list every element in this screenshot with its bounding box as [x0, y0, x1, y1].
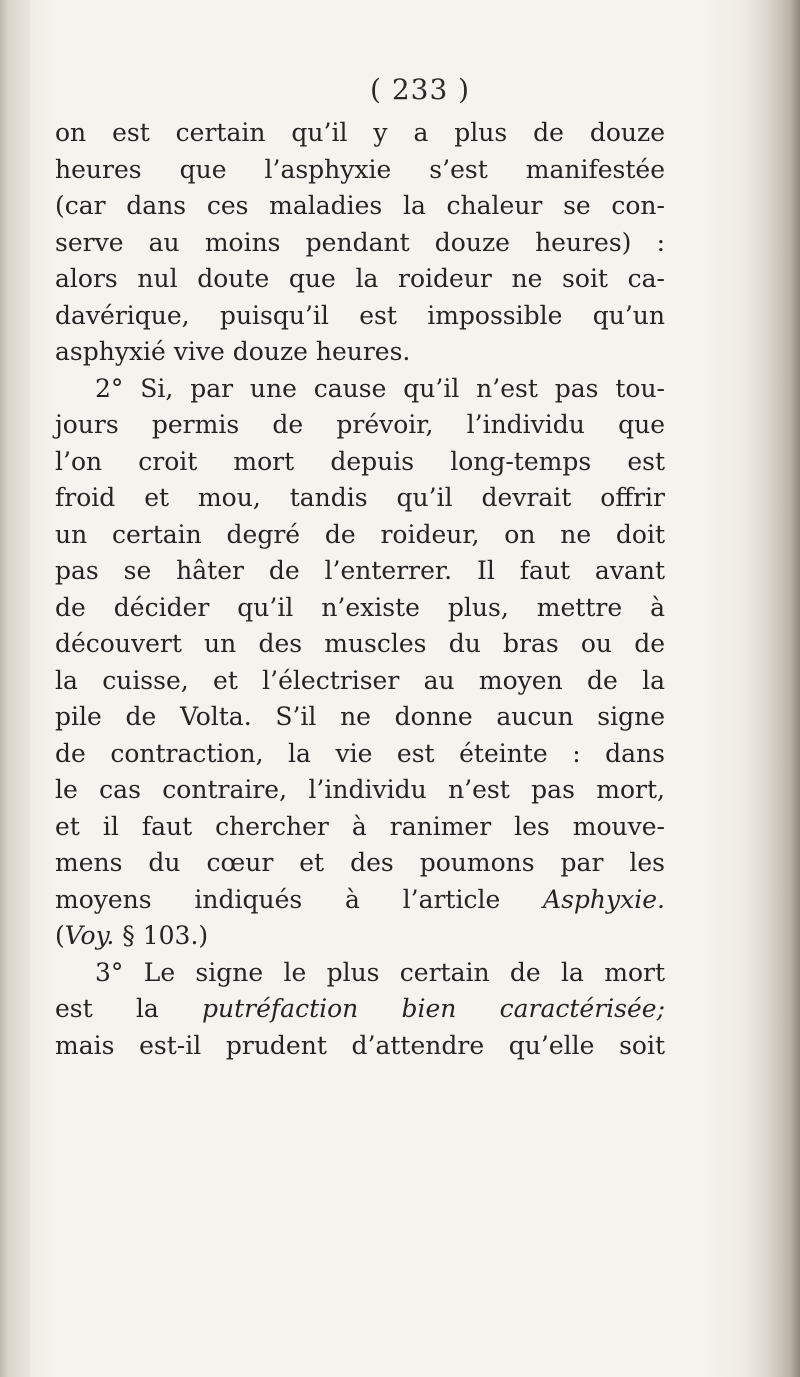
text-line: on est certain qu’il y a plus de douze [55, 118, 665, 147]
text-line: mens du cœur et des poumons par les [55, 848, 665, 877]
text-line: asphyxié vive douze heures. [55, 337, 411, 366]
italic-term: Voy. [64, 921, 115, 950]
text-line: pas se hâter de l’enterrer. Il faut avant [55, 556, 665, 585]
text-line [55, 991, 665, 1028]
text-line: alors nul doute que la roideur ne soit ca- [55, 264, 665, 293]
italic-term: putréfaction bien caractérisée; [202, 994, 665, 1023]
italic-term: Asphyxie. [543, 884, 665, 914]
text-line: de contraction, la vie est éteinte : dans [55, 738, 665, 768]
page-edge-shadow [745, 0, 800, 1377]
text-line: heures que l’asphyxie s’est manifestée [55, 154, 665, 184]
text-line: jours permis de prévoir, l’individu que [55, 410, 665, 439]
text-line: de décider qu’il n’existe plus, mettre à [55, 592, 665, 622]
text-span: est la [55, 994, 203, 1023]
page-number: ( 233 ) [370, 73, 471, 106]
text-line: la cuisse, et l’électriser au moyen de la [55, 665, 665, 695]
text-line: froid et mou, tandis qu’il devrait offrir [55, 483, 665, 512]
text-line: le cas contraire, l’individu n’est pas mort, [55, 775, 665, 804]
text-line: et il faut chercher à ranimer les mouve- [55, 811, 665, 841]
text-line: l’on croit mort depuis long-temps est [55, 446, 665, 476]
text-line: mais est-il prudent d’attendre qu’elle soit [55, 1030, 665, 1060]
text-line [55, 918, 665, 955]
text-line: davérique, puisqu’il est impossible qu’un [55, 300, 665, 330]
text-span: moyens indiqués à l’article [55, 884, 544, 914]
text-span: § 103.) [114, 921, 209, 950]
text-line: un certain degré de roideur, on ne doit [55, 519, 665, 549]
text-line [55, 882, 665, 919]
text-line: découvert un des muscles du bras ou de [55, 629, 665, 658]
text-span: ( [55, 921, 65, 950]
text-line: 2° Si, par une cause qu’il n’est pas tou- [95, 373, 665, 403]
text-line: serve au moins pendant douze heures) : [55, 227, 665, 257]
text-line: pile de Volta. S’il ne donne aucun signe [55, 702, 665, 731]
text-line: 3° Le signe le plus certain de la mort [95, 957, 665, 987]
body-text [55, 115, 665, 1064]
text-line: (car dans ces maladies la chaleur se con- [55, 191, 665, 220]
page-binding-shadow [0, 0, 30, 1377]
